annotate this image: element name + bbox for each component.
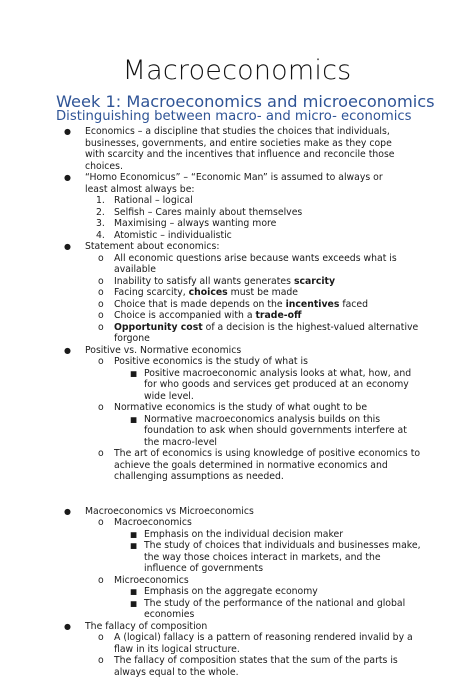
emphasis-term: choices	[188, 287, 228, 298]
bullet-marker: o	[98, 632, 104, 643]
bullet-item-level-0	[0, 345, 407, 357]
item-text: The fallacy of composition	[85, 620, 208, 632]
bullet-marker: ●	[64, 127, 71, 136]
item-text	[114, 310, 302, 321]
item-text: Statement about economics:	[85, 241, 220, 252]
bullet-marker: o	[98, 275, 104, 287]
text-part: faced	[339, 298, 369, 310]
list-number: 1.	[96, 195, 105, 206]
item-text	[114, 276, 335, 287]
bullet-marker: o	[98, 310, 104, 321]
text-part: must be made	[227, 287, 299, 298]
emphasis-term: scarcity	[293, 275, 336, 287]
list-number: 3.	[96, 218, 105, 229]
bullet-item-level-1	[0, 253, 424, 276]
bullet-item-level-0	[0, 506, 407, 518]
bullet-item-level-1	[0, 322, 424, 345]
bullet-item-level-0	[0, 621, 407, 633]
item-text: Normative economics is the study of what ought to be	[114, 402, 368, 413]
numbered-list-item	[0, 218, 424, 230]
item-text: “Homo Economicus” – “Economic Man” is assumed to always or least almost always be:	[85, 172, 383, 195]
bullet-item-level-0	[0, 241, 407, 253]
bullet-marker: o	[98, 402, 104, 413]
emphasis-term: trade-off	[255, 310, 302, 321]
bullet-marker: o	[98, 298, 104, 310]
bullet-item-level-1	[0, 632, 424, 655]
bullet-marker: o	[98, 287, 104, 298]
bullet-marker: o	[98, 356, 104, 367]
list-number: 4.	[96, 229, 105, 241]
item-text: Maximising – always wanting more	[114, 218, 277, 229]
text-part: Inability to satisfy all wants generates	[114, 275, 294, 287]
bullet-item-level-2	[0, 368, 424, 403]
bullet-marker: ●	[64, 506, 71, 516]
bullet-item-level-2	[0, 586, 424, 598]
item-text: Positive vs. Normative economics	[85, 344, 242, 356]
bullet-item-level-1	[0, 287, 424, 299]
bullet-item-level-1	[0, 517, 424, 529]
bullet-marker: ●	[64, 173, 71, 182]
text-part: of a decision is the highest-valued alternative forgone	[114, 321, 419, 344]
item-text: Microeconomics	[114, 574, 189, 586]
bullet-item-level-1	[0, 575, 424, 587]
bullet-marker: ■	[130, 598, 138, 608]
text-part: Choice is accompanied with a	[114, 310, 256, 321]
item-text: Emphasis on the aggregate economy	[144, 586, 318, 597]
item-text: Rational – logical	[114, 195, 193, 206]
list-number: 2.	[96, 206, 105, 218]
bullet-marker: ■	[130, 541, 138, 550]
bullet-marker: ●	[64, 345, 71, 355]
item-text: Emphasis on the individual decision maker	[144, 528, 344, 540]
bullet-item-level-1	[0, 356, 424, 368]
bullet-marker: ■	[130, 414, 138, 424]
document-title: Macroeconomics	[122, 55, 352, 86]
bullet-item-level-2	[0, 598, 424, 621]
item-text: Positive economics is the study of what is	[114, 356, 308, 367]
document-body	[0, 126, 474, 678]
numbered-list-item	[0, 230, 424, 242]
bullet-item-level-2	[0, 414, 424, 449]
bullet-item-level-1	[0, 402, 424, 414]
emphasis-term: incentives	[285, 298, 340, 310]
numbered-list-item	[0, 195, 424, 207]
bullet-item-level-1	[0, 276, 424, 288]
numbered-list-item	[0, 207, 424, 219]
item-text	[114, 299, 368, 310]
item-text: The study of the performance of the national and global economies	[144, 597, 406, 620]
bullet-marker: ■	[130, 529, 138, 539]
bullet-marker: o	[98, 321, 104, 333]
item-text: The art of economics is using knowledge of positive economics to achieve the goals determined in normative economics and challenging assumptions as needed.	[114, 448, 421, 482]
item-text: Selfish – Cares mainly about themselves	[114, 206, 303, 218]
item-text: Positive macroeconomic analysis looks at what, how, and for who goods and services get produced at an economy wide level.	[144, 367, 412, 402]
section-subheading: Distinguishing between macro- and micro- economics	[56, 109, 412, 124]
bullet-item-level-1	[0, 299, 424, 311]
item-text: Macroeconomics vs Microeconomics	[85, 505, 254, 517]
bullet-marker: ●	[64, 621, 71, 631]
bullet-marker: ■	[130, 587, 138, 596]
bullet-marker: ●	[64, 242, 71, 251]
bullet-marker: o	[98, 655, 104, 666]
item-text: A (logical) fallacy is a pattern of reasoning rendered invalid by a flaw in its logical structure.	[114, 632, 413, 655]
paragraph-gap	[0, 483, 474, 506]
bullet-marker: o	[98, 517, 104, 528]
bullet-item-level-1	[0, 310, 424, 322]
item-text: All economic questions arise because wants exceeds what is available	[114, 252, 397, 275]
text-part: Choice that is made depends on the	[114, 298, 286, 310]
item-text	[114, 322, 418, 345]
emphasis-term: Opportunity cost	[114, 321, 203, 333]
item-text: The fallacy of composition states that the sum of the parts is always equal to the whole.	[114, 655, 398, 678]
bullet-item-level-1	[0, 448, 424, 483]
item-text: Atomistic – individualistic	[114, 229, 232, 241]
bullet-item-level-1	[0, 655, 424, 678]
week-heading: Week 1: Macroeconomics and microeconomics	[56, 92, 435, 111]
item-text	[114, 287, 298, 298]
text-part: Facing scarcity,	[114, 287, 189, 298]
bullet-marker: ■	[130, 368, 138, 378]
item-text: Normative macroeconomics analysis builds on this foundation to ask when should governments interfere at the macro-level	[144, 413, 407, 448]
bullet-item-level-2	[0, 540, 424, 575]
item-text: Macroeconomics	[114, 517, 192, 528]
bullet-item-level-0	[0, 126, 407, 172]
bullet-marker: o	[98, 448, 104, 459]
bullet-marker: o	[98, 574, 104, 586]
item-text: Economics – a discipline that studies the choices that individuals, businesses, governments, and entire societies make as they cope with scarcity and the incentives that influence and reconcile those choices.	[85, 126, 395, 172]
item-text: The study of choices that individuals and businesses make, the way those choices interact in markets, and the influence of governments	[144, 540, 421, 574]
bullet-marker: o	[98, 252, 104, 264]
bullet-item-level-0	[0, 172, 407, 195]
bullet-item-level-2	[0, 529, 424, 541]
